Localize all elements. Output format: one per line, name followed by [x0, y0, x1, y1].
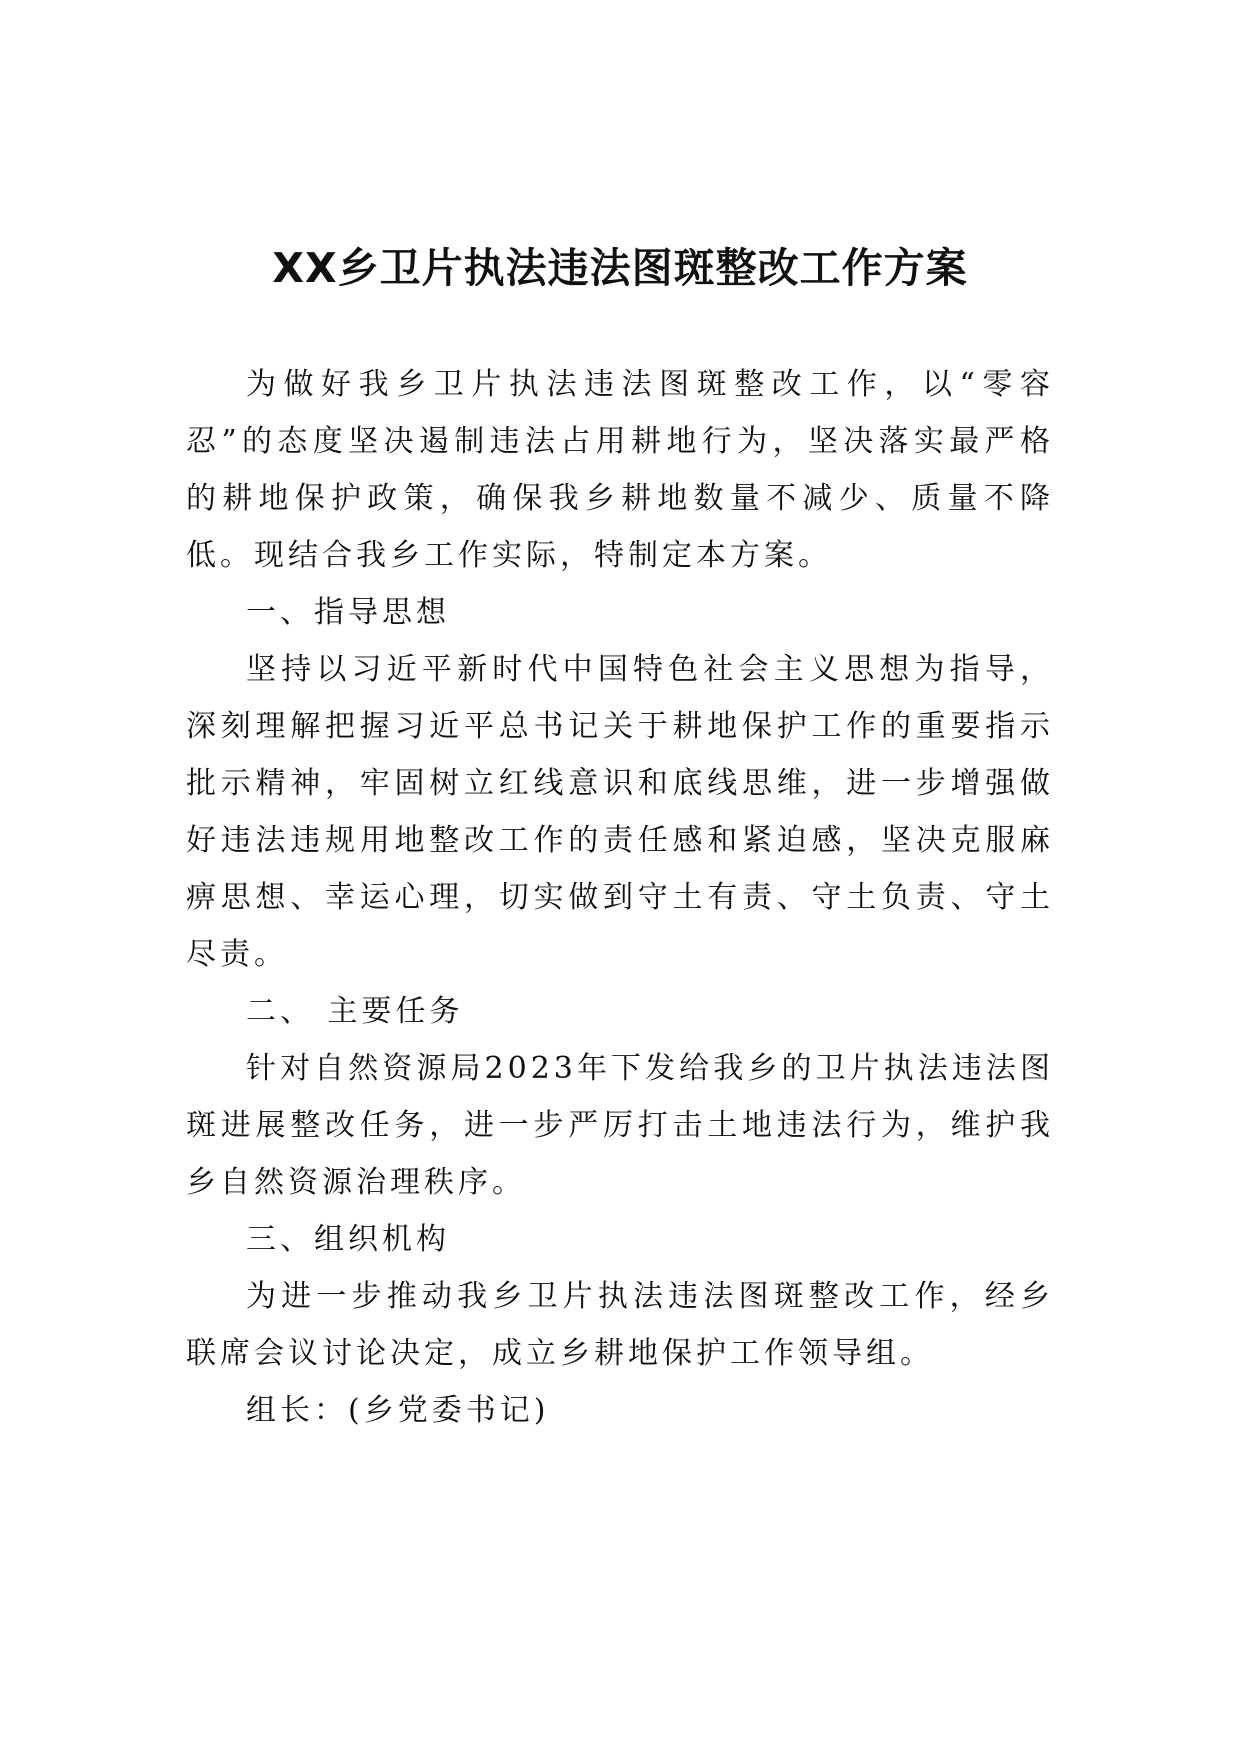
organization-paragraph: 为进一步推动我乡卫片执法违法图斑整改工作，经乡联席会议讨论决定，成立乡耕地保护工作领导组。	[186, 1279, 1054, 1371]
intro-paragraph: 为做好我乡卫片执法违法图斑整改工作，以“零容忍”的态度坚决遏制违法占用耕地行为，坚决落实最严格的耕地保护政策，确保我乡耕地数量不减少、质量不降低。现结合我乡工作实际，特制定本方案。	[186, 367, 1054, 573]
guiding-ideology-paragraph: 坚持以习近平新时代中国特色社会主义思想为指导，深刻理解把握习近平总书记关于耕地保护工作的重要指示批示精神，牢固树立红线意识和底线思维，进一步增强做好违法违规用地整改工作的责任感和紧迫感，坚决克服麻痹思想、幸运心理，切实做到守土有责、守土负责、守土尽责。	[186, 652, 1054, 972]
main-tasks-paragraph: 针对自然资源局2023年下发给我乡的卫片执法违法图斑进展整改任务，进一步严厉打击土地违法行为，维护我乡自然资源治理秩序。	[186, 1051, 1054, 1200]
group-leader-line: 组长：(乡党委书记)	[246, 1393, 550, 1428]
section-heading-organization: 三、组织机构	[246, 1222, 450, 1257]
document-title: XX乡卫片执法违法图斑整改工作方案	[272, 244, 968, 292]
section-heading-guiding-ideology: 一、指导思想	[246, 595, 450, 630]
document-body	[186, 356, 1054, 1439]
section-heading-main-tasks: 二、 主要任务	[246, 994, 464, 1029]
